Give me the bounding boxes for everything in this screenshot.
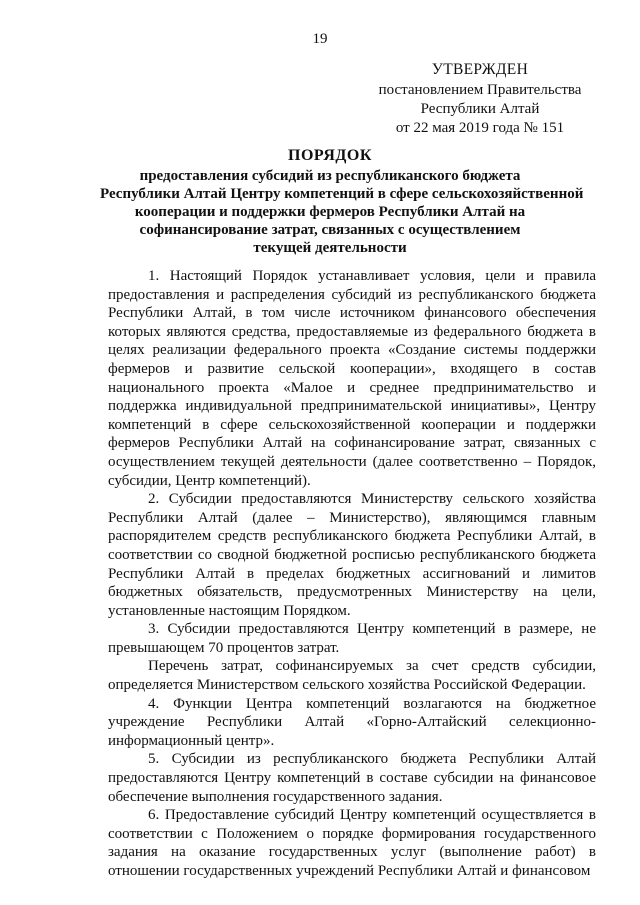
document-subtitle-line: текущей деятельности: [253, 240, 407, 256]
document-title: ПОРЯДОК: [288, 147, 372, 164]
paragraph-1: 1. Настоящий Порядок устанавливает условия, цели и правила предоставления и распределения субсидий из республиканского бюджета Республики Алтай, в том числе источником финансового обеспечения которых являются средства, предоставляемые из федерального бюджета в целях реализации федерального проекта «Создание системы поддержки фермеров и развитие сельской кооперации», входящего в состав национального проекта «Малое и среднее предпринимательство и поддержка индивидуальной предпринимательской инициативы», Центру компетенций в сфере сельскохозяйственной кооперации и поддержки фермеров Республики Алтай на софинансирование затрат, связанных с осуществлением текущей деятельности (далее соответственно – Порядок, субсидии, Центр компетенций).: [108, 268, 596, 489]
document-subtitle-line: софинансирование затрат, связанных с осуществлением: [139, 222, 521, 238]
document-body: [108, 267, 596, 881]
approval-line-date: от 22 мая 2019 года № 151: [395, 120, 565, 136]
document-subtitle-line: Республики Алтай Центру компетенций в сфере сельскохозяйственной: [100, 186, 584, 202]
paragraph-4: 4. Функции Центра компетенций возлагаются на бюджетное учреждение Республики Алтай «Горно-Алтайский селекционно-информационный центр».: [108, 695, 596, 749]
approval-line-resolution: постановлением Правительства: [378, 82, 582, 98]
approved-heading: УТВЕРЖДЕН: [431, 61, 529, 78]
paragraph-3-list-of-costs: Перечень затрат, софинансируемых за счет средств субсидии, определяется Министерством сельского хозяйства Российской Федерации.: [108, 658, 596, 694]
paragraph-6: 6. Предоставление субсидий Центру компетенций осуществляется в соответствии с Положением о порядке формирования государственного задания на оказание государственных услуг (выполнение работ) в отношении государственных учреждений Республики Алтай и финансовом: [108, 807, 596, 879]
approval-stamp-block: [360, 60, 600, 138]
paragraph-2: 2. Субсидии предоставляются Министерству сельского хозяйства Республики Алтай (далее – Министерство), являющимся главным распорядителем средств республиканского бюджета Республики Алтай, в соответствии со сводной бюджетной росписью республиканского бюджета Республики Алтай в пределах бюджетных ассигнований и лимитов бюджетных обязательств, предусмотренных Министерству на цели, установленные настоящим Порядком.: [108, 491, 596, 619]
document-title-block: [100, 147, 584, 257]
approval-line-republic: Республики Алтай: [420, 101, 540, 117]
paragraph-5: 5. Субсидии из республиканского бюджета Республики Алтай предоставляются Центру компетенций в составе субсидии на финансовое обеспечение выполнения государственного задания.: [108, 751, 596, 805]
document-subtitle-line: кооперации и поддержки фермеров Республики Алтай на: [134, 204, 526, 220]
page-number: 19: [312, 31, 328, 47]
paragraph-3: 3. Субсидии предоставляются Центру компетенций в размере, не превышающем 70 процентов затрат.: [108, 621, 596, 656]
document-subtitle-line: предоставления субсидий из республиканского бюджета: [139, 168, 521, 184]
